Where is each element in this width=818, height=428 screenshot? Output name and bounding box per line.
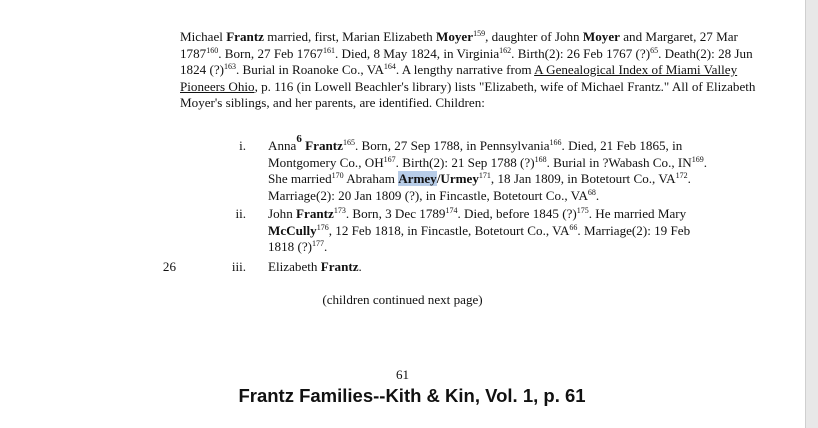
child-numeral: i. bbox=[239, 138, 246, 153]
intro-text: . Burial in Roanoke Co., VA bbox=[236, 62, 384, 78]
intro-paragraph bbox=[140, 29, 758, 112]
footnote-ref[interactable]: 68 bbox=[587, 187, 596, 197]
footnote-ref[interactable]: 166 bbox=[549, 138, 562, 147]
footnote-ref[interactable]: 159 bbox=[473, 29, 486, 38]
footnote-ref[interactable]: 174 bbox=[445, 206, 458, 215]
surname-moyer: Moyer bbox=[582, 29, 620, 44]
intro-text: married, first, Marian Elizabeth bbox=[264, 29, 436, 44]
footnote-ref[interactable]: 66 bbox=[569, 222, 578, 232]
footnote-ref[interactable]: 167 bbox=[383, 154, 396, 164]
child-text: . She married bbox=[268, 154, 708, 187]
child-surname: Frantz bbox=[296, 206, 334, 221]
footnote-ref[interactable]: 173 bbox=[333, 206, 346, 215]
footnote-ref[interactable]: 177 bbox=[312, 239, 324, 249]
intro-text: . A lengthy narrative from bbox=[395, 62, 535, 78]
footnote-ref[interactable]: 161 bbox=[322, 45, 335, 55]
footnote-ref[interactable]: 163 bbox=[224, 62, 236, 72]
spouse-surname: /Urmey bbox=[436, 171, 479, 187]
child-text: . bbox=[324, 239, 328, 255]
intro-text: . Birth(2): 26 Feb 1767 (?) bbox=[511, 45, 651, 61]
surname-frantz: Frantz bbox=[226, 29, 264, 44]
scrollbar-track[interactable] bbox=[805, 0, 818, 428]
intro-text: , p. 116 (in Lowell Beachler's library) lists "Elizabeth, wife of Michael Frantz." All of Elizabeth Moyer's siblings, and her parents, are identified. Children: bbox=[180, 78, 756, 111]
page-number: 61 bbox=[395, 367, 410, 382]
footnote-ref[interactable]: 160 bbox=[206, 45, 219, 55]
spouse-surname: McCully bbox=[268, 222, 317, 238]
intro-text: and Margaret, 27 Mar 1787 bbox=[180, 29, 738, 61]
child-first-name: Anna bbox=[268, 138, 297, 153]
footnote-ref[interactable]: 169 bbox=[691, 154, 704, 164]
footnote-ref[interactable]: 175 bbox=[576, 206, 589, 215]
child-text: . Marriage(2): 19 Feb 1818 (?) bbox=[268, 222, 691, 255]
child-entry-elizabeth bbox=[268, 259, 718, 276]
footnote-ref[interactable]: 162 bbox=[499, 45, 512, 55]
book-title: A Genealogical Index of Miami Valley Pioneers Ohio bbox=[180, 62, 738, 94]
footnote-ref[interactable]: 171 bbox=[478, 171, 491, 181]
continued-note: (children continued next page) bbox=[322, 292, 483, 307]
child-text: . bbox=[358, 259, 362, 274]
child-entry-anna bbox=[268, 133, 718, 204]
footnote-ref[interactable]: 164 bbox=[383, 62, 396, 72]
intro-text: Michael bbox=[180, 29, 227, 44]
child-entry-john bbox=[268, 206, 718, 256]
child-text: . Died, 21 Feb 1865, in Montgomery Co., OH bbox=[268, 138, 683, 170]
footer-title: Frantz Families--Kith & Kin, Vol. 1, p. 61 bbox=[238, 385, 586, 406]
child-text: . Marriage(2): 20 Jan 1809 (?), in Fincastle, Botetourt Co., VA bbox=[268, 171, 691, 203]
child-text: , 18 Jan 1809, in Botetourt Co., VA bbox=[490, 171, 676, 187]
child-text: . He married Mary bbox=[588, 206, 687, 221]
child-numeral: iii. bbox=[231, 259, 246, 274]
search-highlight: Armey bbox=[398, 171, 437, 187]
footnote-ref[interactable]: 165 bbox=[342, 138, 355, 147]
generation-number: 6 bbox=[296, 133, 302, 145]
child-first-name: Elizabeth bbox=[268, 259, 321, 274]
footnote-ref[interactable]: 65 bbox=[650, 45, 659, 55]
child-surname: Frantz bbox=[305, 138, 343, 153]
intro-text: . Death(2): 28 Jun 1824 (?) bbox=[180, 45, 753, 78]
surname-moyer: Moyer bbox=[435, 29, 474, 44]
margin-number: 26 bbox=[162, 259, 176, 274]
child-text: . Birth(2): 21 Sep 1788 (?) bbox=[395, 154, 535, 170]
child-surname: Frantz bbox=[320, 259, 359, 274]
footnote-ref[interactable]: 168 bbox=[534, 154, 547, 164]
child-text: . Burial in ?Wabash Co., IN bbox=[546, 154, 692, 170]
intro-text: . Born, 27 Feb 1767 bbox=[218, 45, 323, 61]
child-first-name: John bbox=[268, 206, 297, 221]
child-text: . Died, before 1845 (?) bbox=[457, 206, 577, 221]
child-numeral: ii. bbox=[235, 206, 246, 221]
child-text: Abraham bbox=[343, 171, 399, 187]
child-text: . Born, 27 Sep 1788, in Pennsylvania bbox=[354, 138, 550, 153]
footnote-ref[interactable]: 170 bbox=[331, 171, 344, 181]
footnote-ref[interactable]: 172 bbox=[675, 171, 688, 181]
child-text: . bbox=[595, 187, 600, 203]
intro-text: . Died, 8 May 1824, in Virginia bbox=[334, 45, 500, 61]
intro-text: , daughter of John bbox=[485, 29, 583, 44]
footnote-ref[interactable]: 176 bbox=[316, 222, 329, 232]
child-text: , 12 Feb 1818, in Fincastle, Botetourt Co., VA bbox=[328, 222, 570, 238]
child-text: . Born, 3 Dec 1789 bbox=[345, 206, 446, 221]
